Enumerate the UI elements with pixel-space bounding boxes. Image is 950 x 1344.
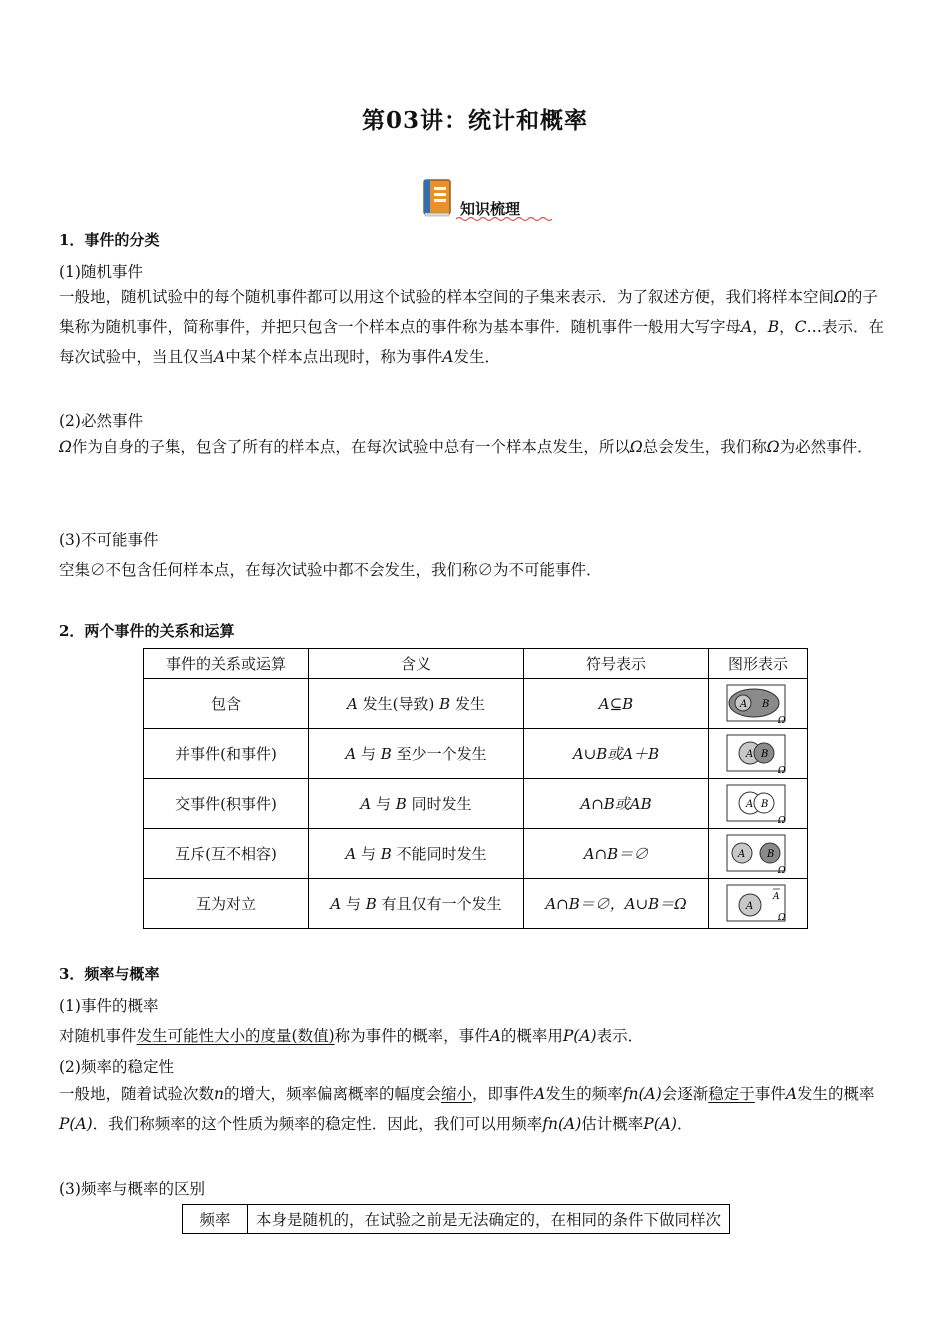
section-3-heading: 3．频率与概率 (59, 965, 160, 983)
badge-label: 知识梳理 (460, 200, 521, 218)
relation-meaning: A 发生(导致) B 发生 (309, 679, 524, 729)
stability-heading: (2)频率的稳定性 (59, 1058, 174, 1076)
relation-diagram (709, 779, 808, 829)
wavy-underline-icon (456, 216, 552, 222)
relation-diagram (709, 829, 808, 879)
probability-heading: (1)事件的概率 (59, 997, 159, 1015)
relation-symbol: A∪B或A＋B (524, 729, 709, 779)
svg-text:Ω: Ω (778, 815, 786, 824)
table-row (144, 779, 808, 829)
random-event-paragraph: 一般地，随机试验中的每个随机事件都可以用这个试验的样本空间的子集来表示．为了叙述方便，我们将样本空间Ω的子集称为随机事件，简称事件，并把只包含一个样本点的事件称为基本事件．随机事件一般用大写字母A，B，C…表示．在每次试验中，当且仅当A中某个样本点出现时，称为事件A发生． (59, 288, 885, 366)
venn-disjoint-icon (726, 834, 790, 874)
relation-diagram (709, 679, 808, 729)
impossible-event-heading: (3)不可能事件 (59, 531, 159, 549)
page-title: 第03讲：统计和概率 (361, 107, 588, 134)
svg-text:A: A (740, 698, 748, 710)
relation-diagram (709, 729, 808, 779)
stability-paragraph: 一般地，随着试验次数n的增大，频率偏离概率的幅度会缩小，即事件A发生的频率fn(A)会逐渐稳定于事件A发生的概率P(A)．我们称频率的这个性质为频率的稳定性．因此，我们可以用频率fn(A)估计概率P(A)． (59, 1085, 875, 1133)
relation-name: 互为对立 (144, 879, 309, 929)
table-row (144, 879, 808, 929)
relation-symbol: A∩B＝∅，A∪B＝Ω (524, 879, 709, 929)
svg-text:Ω: Ω (778, 765, 786, 774)
relation-symbol: A∩B或AB (524, 779, 709, 829)
relation-meaning: A 与 B 有且仅有一个发生 (309, 879, 524, 929)
svg-text:A: A (746, 900, 754, 912)
venn-intersection-icon (726, 784, 790, 824)
frequency-description: 本身是随机的，在试验之前是无法确定的，在相同的条件下做同样次 (248, 1205, 730, 1234)
svg-text:A: A (773, 891, 780, 902)
svg-text:Ω: Ω (778, 865, 786, 874)
impossible-event-paragraph: 空集∅不包含任何样本点，在每次试验中都不会发生，我们称∅为不可能事件． (59, 561, 602, 579)
certain-event-paragraph: Ω作为自身的子集，包含了所有的样本点，在每次试验中总有一个样本点发生，所以Ω总会发生，我们称Ω为必然事件． (59, 438, 873, 456)
relation-name: 包含 (144, 679, 309, 729)
table-row (144, 829, 808, 879)
svg-text:A: A (738, 848, 746, 860)
relation-meaning: A 与 B 至少一个发生 (309, 729, 524, 779)
random-event-heading: (1)随机事件 (59, 263, 143, 281)
venn-complement-icon (726, 884, 790, 924)
venn-union-icon (726, 734, 790, 774)
difference-heading: (3)频率与概率的区别 (59, 1180, 205, 1198)
frequency-label: 频率 (183, 1205, 248, 1234)
svg-text:Ω: Ω (778, 715, 786, 724)
relation-symbol: A⊆B (524, 679, 709, 729)
table-row (144, 729, 808, 779)
svg-text:B: B (761, 748, 769, 760)
section-2-heading: 2．两个事件的关系和运算 (59, 622, 235, 640)
relation-name: 交事件(积事件) (144, 779, 309, 829)
svg-text:B: B (761, 798, 769, 810)
frequency-table (182, 1204, 730, 1234)
table-header-cell: 图形表示 (709, 649, 808, 679)
relation-name: 互斥(互不相容) (144, 829, 309, 879)
table-header-cell: 含义 (309, 649, 524, 679)
relation-symbol: A∩B＝∅ (524, 829, 709, 879)
table-header-cell: 符号表示 (524, 649, 709, 679)
relation-diagram (709, 879, 808, 929)
venn-subset-icon (726, 684, 790, 724)
relation-name: 并事件(和事件) (144, 729, 309, 779)
certain-event-heading: (2)必然事件 (59, 412, 143, 430)
section-badge (420, 178, 540, 222)
svg-text:Ω: Ω (778, 912, 786, 923)
relation-meaning: A 与 B 不能同时发生 (309, 829, 524, 879)
event-relations-table (143, 648, 808, 929)
svg-text:B: B (767, 848, 775, 860)
table-row (144, 679, 808, 729)
table-header-row (144, 649, 808, 679)
section-1-heading: 1．事件的分类 (59, 231, 160, 249)
table-header-cell: 事件的关系或运算 (144, 649, 309, 679)
book-icon (420, 178, 456, 218)
relation-meaning: A 与 B 同时发生 (309, 779, 524, 829)
svg-text:A: A (746, 748, 754, 760)
probability-paragraph: 对随机事件发生可能性大小的度量(数值)称为事件的概率，事件A的概率用P(A)表示． (59, 1027, 644, 1045)
table-row (183, 1205, 730, 1234)
svg-text:B: B (762, 698, 770, 710)
svg-text:A: A (746, 798, 754, 810)
